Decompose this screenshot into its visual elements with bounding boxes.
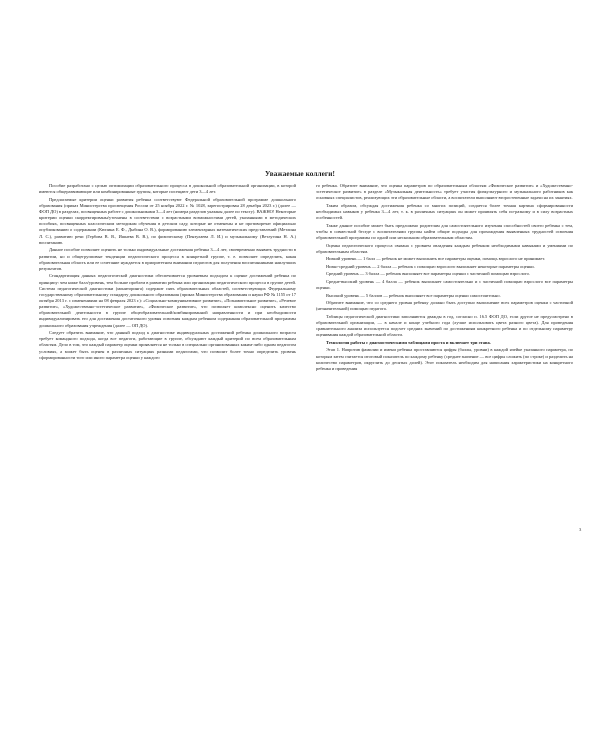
paragraph: Данное пособие позволяет оценить не только индивидуальные достижения ребенка 3—4 лет, своевременно выявить трудности в развитии, но и общегрупповые тенденции педагогического процесса в конкретной группе, т. е. позволяет определить, какая образовательная область или ее сочетание нуждается в приоритетном внимании педагогов для получения воспитанниками наилучших результатов.: [39, 247, 296, 271]
right-column: [316, 183, 573, 372]
paragraph: Высокий уровень — 5 баллов — ребенок выполняет все параметры оценки самостоятельно.: [326, 292, 501, 298]
paragraph: Технология работы с диагностическими таблицами проста и включает три этапа.: [326, 339, 491, 345]
left-column: [39, 183, 296, 361]
paragraph: Таблицы педагогической диагностики заполняются дважды в год, согласно п. 16.5 ФОП ДО, если другое не предусмотрено в образовательной организации, — в начале и конце учебного года (лучше использовать цвета разного цвета). Для проведения сравнительного анализа используется подсчет средних значений по достижениям конкретного ребенка и по отдельному параметру оценивания каждой образовательной области.: [316, 313, 573, 338]
page-number: 3: [579, 527, 582, 532]
paragraph: Низкий уровень — 1 балл — ребенок не может выполнить все параметры оценки, помощь взрослого не принимает.: [326, 256, 546, 262]
paragraph: Средний уровень — 3 балла — ребенок выполняет все параметры оценки с частичной помощью взрослого.: [326, 271, 530, 277]
paragraph: Пособие разработано с целью оптимизации образовательного процесса в дошкольной образовательной организации, в которой имеются общеразвивающие или комбинированные группы, которые посещают дети 3—4 лет.: [39, 183, 296, 195]
paragraph: Предлагаемые критерии оценки развития ребенка соответствуют Федеральной образовательной программе дошкольного образования (приказ Министерства просвещения России от 25 ноября 2022 г. № 1028, зарегистрирован 28 декабря 2023 г.) (далее — ФОП ДО) в разделах, посвященных работе с дошкольниками 3—4 лет (номера разделов указаны далее по тексту). ВАЖНО! Некоторые критерии оценки скорректированы/уточнены в соответствии с возрастными возможностями детей, указанными в методических пособиях, посвященных классическим методикам обучения в детском саду, которые не отменены и не противоречат официально опубликованию о содержании (Кюпина Е. Ф., Дыбина О. В.), формированию элементарных математических представлений (Метлина Л. С.), развитию речи (Гербова В. В., Ишнева В. В.), по физическому (Пензулаева Л. И.) и музыкальному (Ветлугина Н. А.) воспитанию.: [39, 196, 296, 245]
paragraph: Средне-высокий уровень — 4 балла — ребенок выполняет самостоятельно и с частичной помощью взрослого все параметры оценки.: [316, 278, 573, 291]
paragraph: Низко-средний уровень — 2 балла — ребенок с помощью взрослого выполняет некоторые параметры оценки.: [326, 263, 535, 269]
paragraph: Обратите внимание, что со среднего уровня ребенку должно быть доступно выполнение всех параметров оценки с частичной (незначительной) помощью педагога.: [316, 300, 573, 312]
paragraph: Оценка педагогического процесса связана с уровнем овладения каждым ребенком необходимыми навыками и умениями по образовательным областям.: [316, 242, 573, 254]
paragraph: Также данное пособие может быть предложено родителям для самостоятельного изучения способностей своего ребенка с тем, чтобы в совместной беседе с воспитателями группы найти общие подходы для прохождения выявленных трудностей освоения образовательной программы по одной или нескольким образовательным областям.: [316, 222, 573, 241]
paragraph: го ребенка. Обратите внимание, что оценка параметров по образовательным областям «Физическое развитие» и «Художественно-эстетическое развитие» в разделе «Музыкальная деятельность» требует участия физкультурного и музыкального работников как основных специалистов, реализующих эти образовательные области, а воспитатели выполняют второстепенные задачи на их занятиях.: [316, 183, 573, 201]
paragraph: Этап 1. Напротив фамилии и имени ребенка проставляются цифры (баллы, уровни) в каждой ячейке указанного параметра, по которым затем считается итоговый показатель по каждому ребенку (среднее значение — все цифры сложить (по строке) и разделить на количество параметров, округлить до десятых долей). Этот показатель необходим для написания характеристики на конкретного ребенка и проведения: [316, 347, 573, 371]
paragraph: Стандартизация данных педагогической диагностики обеспечивается уровневым подходом к оценке достижений ребенка по принципу: чем ниже балл/уровень, тем больше проблем в развитии ребенка или организации педагогического процесса в группе детей. Система педагогической диагностики (мониторинга) содержит пять образовательных областей, соответствующих Федеральному государственному образовательному стандарту дошкольного образования (приказ Министерства образования и науки РФ № 1155 от 17 октября 2013 г. с изменениями на 08 февраля 2023 г.): «Социально-коммуникативное развитие», «Познавательное развитие», «Речевое развитие», «Художественно-эстетическое развитие», «Физическое развитие», что позволяет комплексно оценить качество образовательной деятельности в группе общеобразовательной/комбинированной направленности и при необходимости индивидуализировать его для достижения достаточного уровня освоения каждым ребенком содержания образовательной программы дошкольного образования учреждения (далее — ОП ДО).: [39, 273, 296, 328]
page-title: Уважаемые коллеги!: [264, 170, 336, 178]
paragraph: Таким образом, обсуждая достижения ребенка со многих позиций, создается более точная картина сформированности необходимых навыков у ребенка 3—4 лет, т. к. в различных ситуациях он может проявлять себя по-разному и в силу возрастных особенностей.: [316, 202, 573, 221]
paragraph: Следует обратить внимание, что данный подход к диагностике индивидуальных достижений ребенка дошкольного возраста требует командного подхода, когда все педагоги, работающие в группе, обсуждают каждый критерий по всем образовательным областям. Дело в том, что каждый параметр оценки проявляется не только в специально организованных каким-либо одним педагогом условиях, а может быть оценен в различных ситуациях разными педагогами, что позволит более точно определить уровень сформированности того или иного параметра оценки у каждого: [39, 330, 296, 360]
